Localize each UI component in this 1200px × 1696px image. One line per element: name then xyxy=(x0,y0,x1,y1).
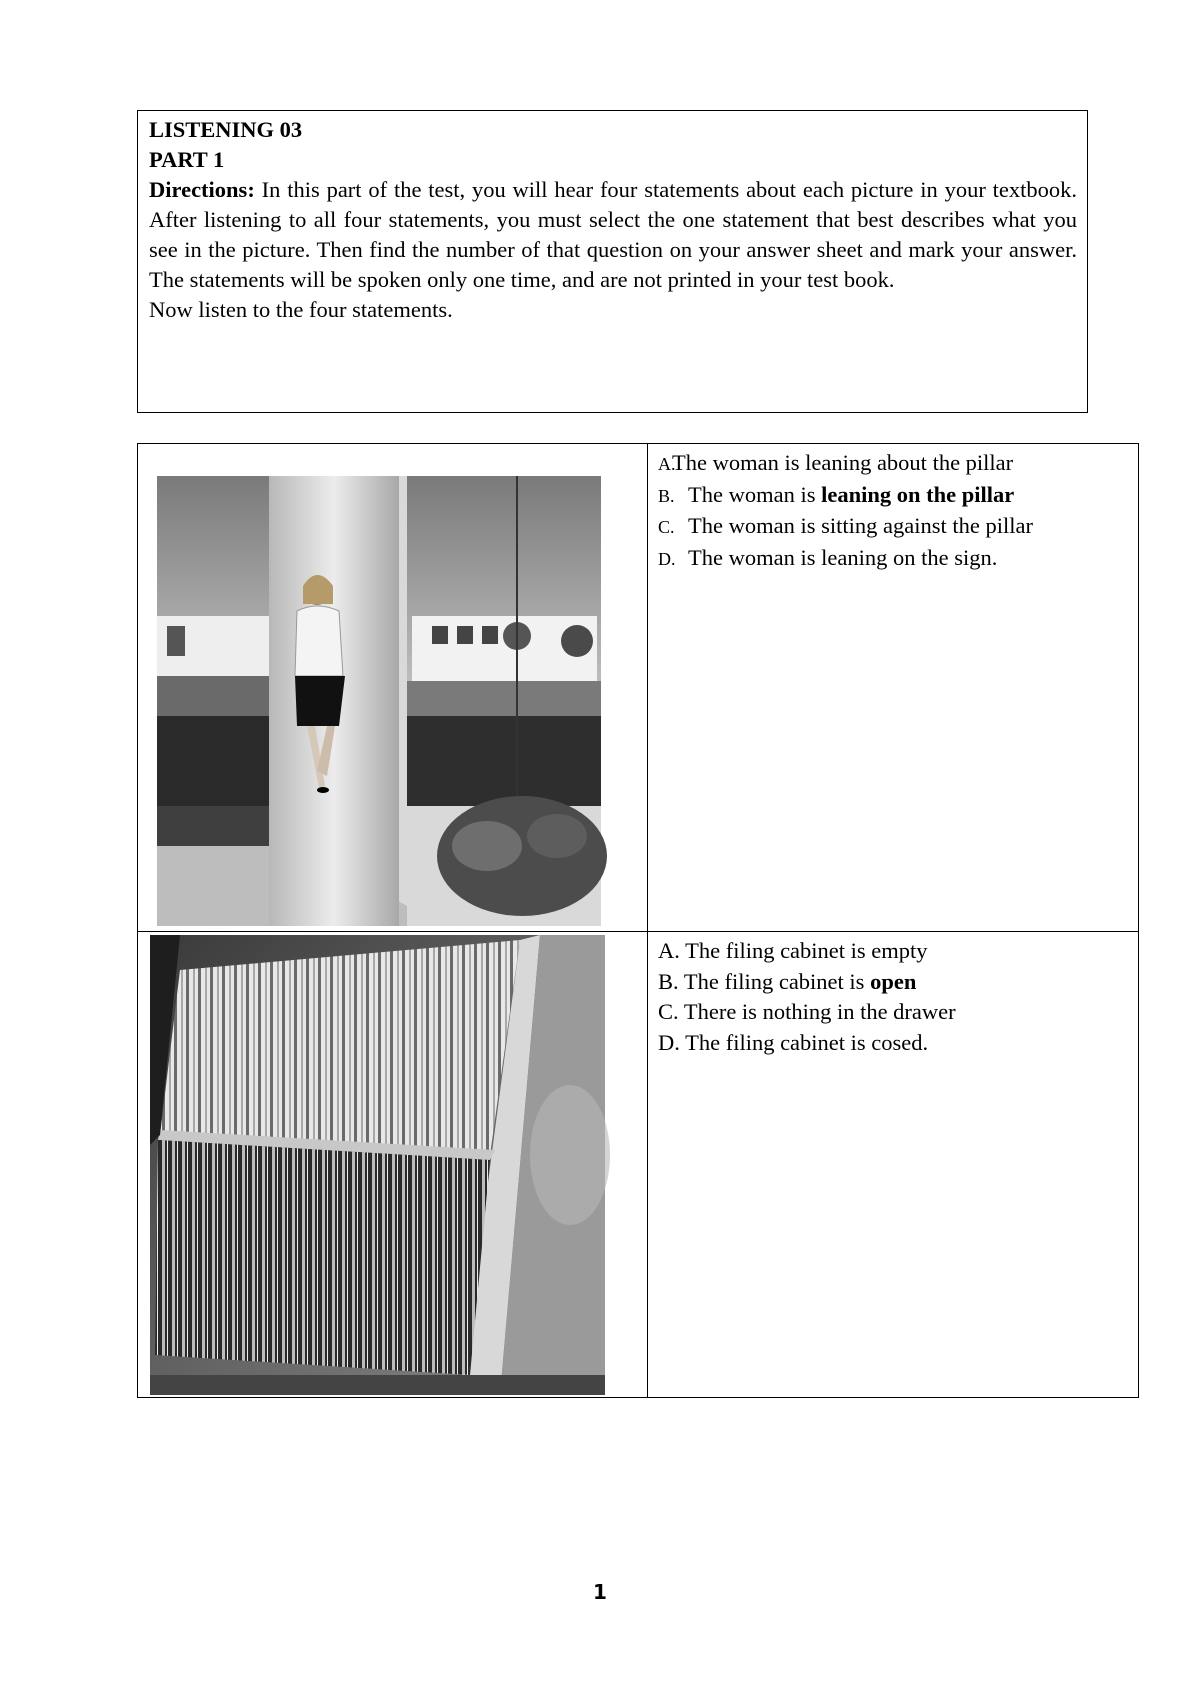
option-c xyxy=(658,511,1138,543)
directions-label: Directions: xyxy=(149,177,255,202)
option-bold-text: leaning on the pillar xyxy=(821,481,1015,507)
option-text: The woman is leaning about the pillar xyxy=(672,450,1014,475)
option-letter: B. xyxy=(658,485,675,506)
options-cell xyxy=(648,932,1139,1398)
filing-cabinet-drawer-photo xyxy=(138,932,647,1397)
directions-text: In this part of the test, you will hear four statements about each picture in your textbook. After listening to all four statements, you must select the one statement that best describes what you see in the picture. Then find the number of that question on your answer sheet and mark your answer. The statements will be spoken only one time, and are not printed in your test book. xyxy=(149,177,1078,292)
options-list xyxy=(648,932,1138,1058)
question-row xyxy=(138,932,1139,1398)
option-d: D. The filing cabinet is cosed. xyxy=(658,1029,929,1055)
option-text: B. The filing cabinet is xyxy=(658,968,871,994)
option-a xyxy=(658,448,1138,480)
options-list xyxy=(648,444,1138,574)
option-text: The woman is leaning on the sign. xyxy=(688,544,998,570)
option-b xyxy=(658,967,1138,998)
options-cell xyxy=(648,444,1139,932)
picture-cell xyxy=(138,444,648,932)
option-text: The woman is sitting against the pillar xyxy=(688,513,1033,538)
now-listen-text: Now listen to the four statements. xyxy=(149,297,453,322)
option-text: The woman is xyxy=(688,481,822,507)
option-b xyxy=(658,480,1138,512)
listening-title: LISTENING 03 xyxy=(149,117,303,142)
questions-table xyxy=(137,443,1139,1398)
woman-leaning-pillar-photo xyxy=(138,444,647,931)
question-row xyxy=(138,444,1139,932)
option-a: A. The filing cabinet is empty xyxy=(658,938,928,963)
part-title: PART 1 xyxy=(149,147,225,172)
option-bold-text: open xyxy=(870,968,917,994)
directions-box xyxy=(137,110,1088,413)
picture-cell xyxy=(138,932,648,1398)
option-letter: D. xyxy=(658,548,676,569)
directions-paragraph xyxy=(149,175,1077,295)
option-d xyxy=(658,543,1138,575)
option-letter: C. xyxy=(658,517,675,537)
option-letter: A. xyxy=(658,454,676,474)
option-c: C. There is nothing in the drawer xyxy=(658,999,956,1024)
page-number: 1 xyxy=(593,1580,607,1604)
